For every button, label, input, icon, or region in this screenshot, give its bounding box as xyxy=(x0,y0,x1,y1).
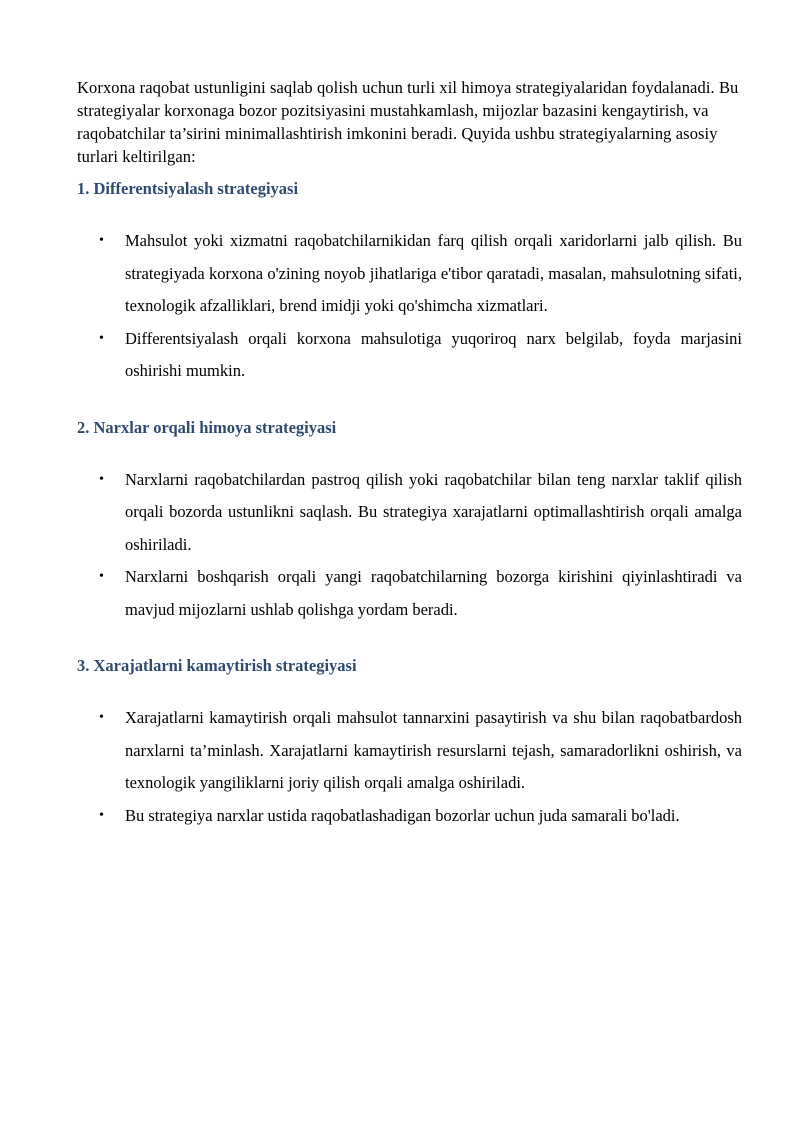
section-heading-price-defense: 2. Narxlar orqali himoya strategiyasi xyxy=(77,417,337,437)
list-item-text: Bu strategiya narxlar ustida raqobatlashadigan bozorlar uchun juda samarali bo'ladi. xyxy=(125,805,680,825)
list-item xyxy=(77,702,742,800)
list-item xyxy=(77,225,742,323)
document-page xyxy=(77,76,742,832)
bullet-icon: • xyxy=(99,233,104,248)
list-item-text: Xarajatlarni kamaytirish orqali mahsulot tannarxini pasaytirish va shu bilan raqobatbardosh narxlarni ta’minlash. Xarajatlarni kamaytirish resurslarni tejash, samaradorlikni oshirish, va texnologik yangiliklarni joriy qilish orqali amalga oshiriladi. xyxy=(125,708,742,792)
list-item xyxy=(77,800,742,833)
intro-paragraph: Korxona raqobat ustunligini saqlab qolish uchun turli xil himoya strategiyalaridan foydalanadi. Bu strategiyalar korxonaga bozor pozitsiyasini mustahkamlash, mijozlar bazasini kengaytirish, va raqobatchilar ta’sirini minimallashtirish imkonini beradi. Quyida ushbu strategiyalarning asosiy turlari keltirilgan: xyxy=(77,78,739,166)
bullet-list-differentiation xyxy=(77,225,742,388)
bullet-list-cost-reduction xyxy=(77,702,742,832)
list-item-text: Narxlarni raqobatchilardan pastroq qilish yoki raqobatchilar bilan teng narxlar taklif qilish orqali bozorda ustunlikni saqlash. Bu strategiya xarajatlarni optimallashtirish orqali amalga oshiriladi. xyxy=(125,469,742,554)
bullet-icon: • xyxy=(99,569,104,584)
list-item-text: Narxlarni boshqarish orqali yangi raqobatchilarning bozorga kirishini qiyinlashtiradi va mavjud mijozlarni ushlab qolishga yordam beradi. xyxy=(125,567,742,619)
bullet-icon: • xyxy=(99,330,104,346)
list-item-text: Mahsulot yoki xizmatni raqobatchilarnikidan farq qilish orqali xaridorlarni jalb qilish. Bu strategiyada korxona o'zining noyob jihatlariga e'tibor qaratadi, masalan, mahsulotning sifati, texnologik afzalliklari, brend imidji yoki qo'shimcha xizmatlari. xyxy=(125,231,742,315)
bullet-icon: • xyxy=(99,710,104,725)
list-item-text: Differentsiyalash orqali korxona mahsulotiga yuqoriroq narx belgilab, foyda marjasini oshirishi mumkin. xyxy=(125,328,742,380)
bullet-list-price-defense xyxy=(77,464,742,627)
list-item xyxy=(77,323,742,388)
section-heading-cost-reduction: 3. Xarajatlarni kamaytirish strategiyasi xyxy=(77,656,357,675)
section-heading-differentiation: 1. Differentsiyalash strategiyasi xyxy=(77,179,299,198)
bullet-icon: • xyxy=(99,471,104,487)
list-item xyxy=(77,464,742,562)
bullet-icon: • xyxy=(99,807,104,823)
list-item xyxy=(77,561,742,626)
